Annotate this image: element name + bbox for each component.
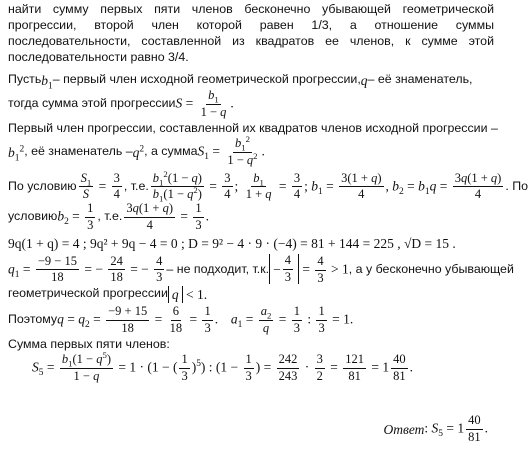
- step-5-text-b: , а у бесконечно убывающей: [348, 261, 514, 276]
- step-2-text-b: , её знаменатель –: [24, 144, 133, 159]
- step-3-text-a: По условию: [8, 178, 77, 193]
- step-1: [8, 72, 494, 120]
- answer-label: Ответ: [383, 421, 425, 437]
- ratio-condition: $\frac{S_1}{S}$ = $\frac{3}{4}$: [80, 170, 120, 202]
- sum-formula: S = $\frac{b_1}{1 - q}$ .: [175, 87, 234, 119]
- step-3-text-b: , т.е.: [123, 178, 149, 193]
- step-5-line-1: [8, 252, 514, 286]
- step-1-text-c: – её знаменатель,: [367, 72, 473, 87]
- step-5-text-c: геометрической прогрессии: [8, 286, 168, 301]
- q1-root: $q_1$ = $\frac{-9 - 15}{18}$ = − $\frac{24}{18}$ = − $\frac{4}{3}$: [8, 253, 163, 285]
- step-2-text-c: , а сумма: [144, 144, 198, 159]
- convergence-condition: q < 1.: [168, 286, 207, 303]
- step-1-line-2: [8, 89, 494, 120]
- s5-computation: $S_5$ = $\frac{b_1(1 - q^5)}{1 - q}$ = 1 · (1 − ( $\frac{1}{3}$ )$^5$) : (1 − $\frac{1}{3}$ ) = $\frac{242}{243}$ · $\frac{3}{2}$ = $\frac{121}{81}$ = 1 $\frac{40}{81}$ .: [32, 350, 414, 384]
- q-symbol: q: [360, 72, 368, 88]
- step-7-label: Сумма первых пяти членов:: [8, 337, 170, 352]
- step-3-line-2: [8, 202, 494, 233]
- squares-sum-formula: $S_1$ = $\frac{b_1^2}{1 - q^2}$ .: [197, 133, 265, 167]
- step-5: [8, 252, 514, 303]
- step-3-text-e: , т.е.: [97, 209, 123, 224]
- ratio-expansion: $\frac{b_1^2(1 - q)}{b_1(1 - q^2)}$ = $\frac{3}{4}$ ; $\frac{b_1}{1 + q}$ = $\frac{3}{4}$ ; $b_1$ = $\frac{3(1 + q)}{4}$ , $b_2 = b_1q$ = $\frac{3q(1 + q)}{4}$: [152, 168, 502, 204]
- step-2-line-2: [8, 133, 494, 168]
- step-3-text-d: условию: [8, 209, 58, 224]
- answer: [383, 414, 488, 445]
- step-1-text-d: тогда сумма этой прогрессии: [8, 96, 176, 111]
- step-5-line-2: [8, 286, 494, 303]
- step-6: [8, 305, 494, 336]
- step-6-text-a: Поэтому: [8, 312, 58, 327]
- quadratic-solution: 9q(1 + q) = 4 ; 9q² + 9q − 4 = 0 ; D = 9² − 4 · 9 · (−4) = 81 + 144 = 225 , √D = 15 .: [8, 235, 456, 251]
- q-squared: $q^2$: [132, 144, 145, 160]
- step-3-text-c: . По: [505, 178, 528, 193]
- q2-root: $q = q_2$ = $\frac{-9 + 15}{18}$ = $\frac{6}{18}$ = $\frac{1}{3}$ . $a_1$ = $\frac{a_2}{q}$ = $\frac{1}{3}$ : $\frac{1}{3}$ = 1.: [57, 303, 354, 335]
- step-2-line-1: Первый член прогрессии, составленной их квадратов членов исходной прогрессии –: [8, 121, 498, 136]
- b1-symbol: $b_1$: [41, 72, 53, 92]
- step-2: [8, 121, 498, 167]
- b2-condition: $b_2$ = $\frac{1}{3}$: [57, 201, 94, 232]
- step-3: [8, 168, 528, 233]
- sum-fraction: $\frac{b_1}{1 - q}$: [200, 87, 227, 119]
- problem-statement: найти сумму первых пяти членов бесконечно убывающей геометрической прогрессии, второй член которой равен 1/3, а отношение суммы последовательности, составленной из квадратов ее членов, к сумме этой последовательности равно 3/4.: [8, 2, 494, 64]
- step-1-line-1: [8, 72, 494, 92]
- squares-sum-fraction: $\frac{b_1^2}{1 - q^2}$: [227, 133, 258, 167]
- b2-equation: $\frac{3q(1 + q)}{4}$ = $\frac{1}{3}$ .: [126, 201, 210, 232]
- answer-value: : $S_5 = 1$ $\frac{40}{81}$ .: [424, 413, 488, 444]
- step-1-text-b: – первый член исходной геометрической прогрессии,: [52, 72, 361, 87]
- step-1-text-a: Пусть: [8, 72, 42, 87]
- abs-check: − $\frac{4}{3}$ = $\frac{4}{3}$ > 1: [269, 254, 349, 286]
- step-7: [8, 337, 494, 383]
- step-3-line-1: [8, 168, 528, 204]
- b1-squared: $b_1^2$: [8, 144, 25, 164]
- step-5-text-a: – не подходит, т.к.: [166, 261, 270, 276]
- step-7-formula: [8, 350, 494, 384]
